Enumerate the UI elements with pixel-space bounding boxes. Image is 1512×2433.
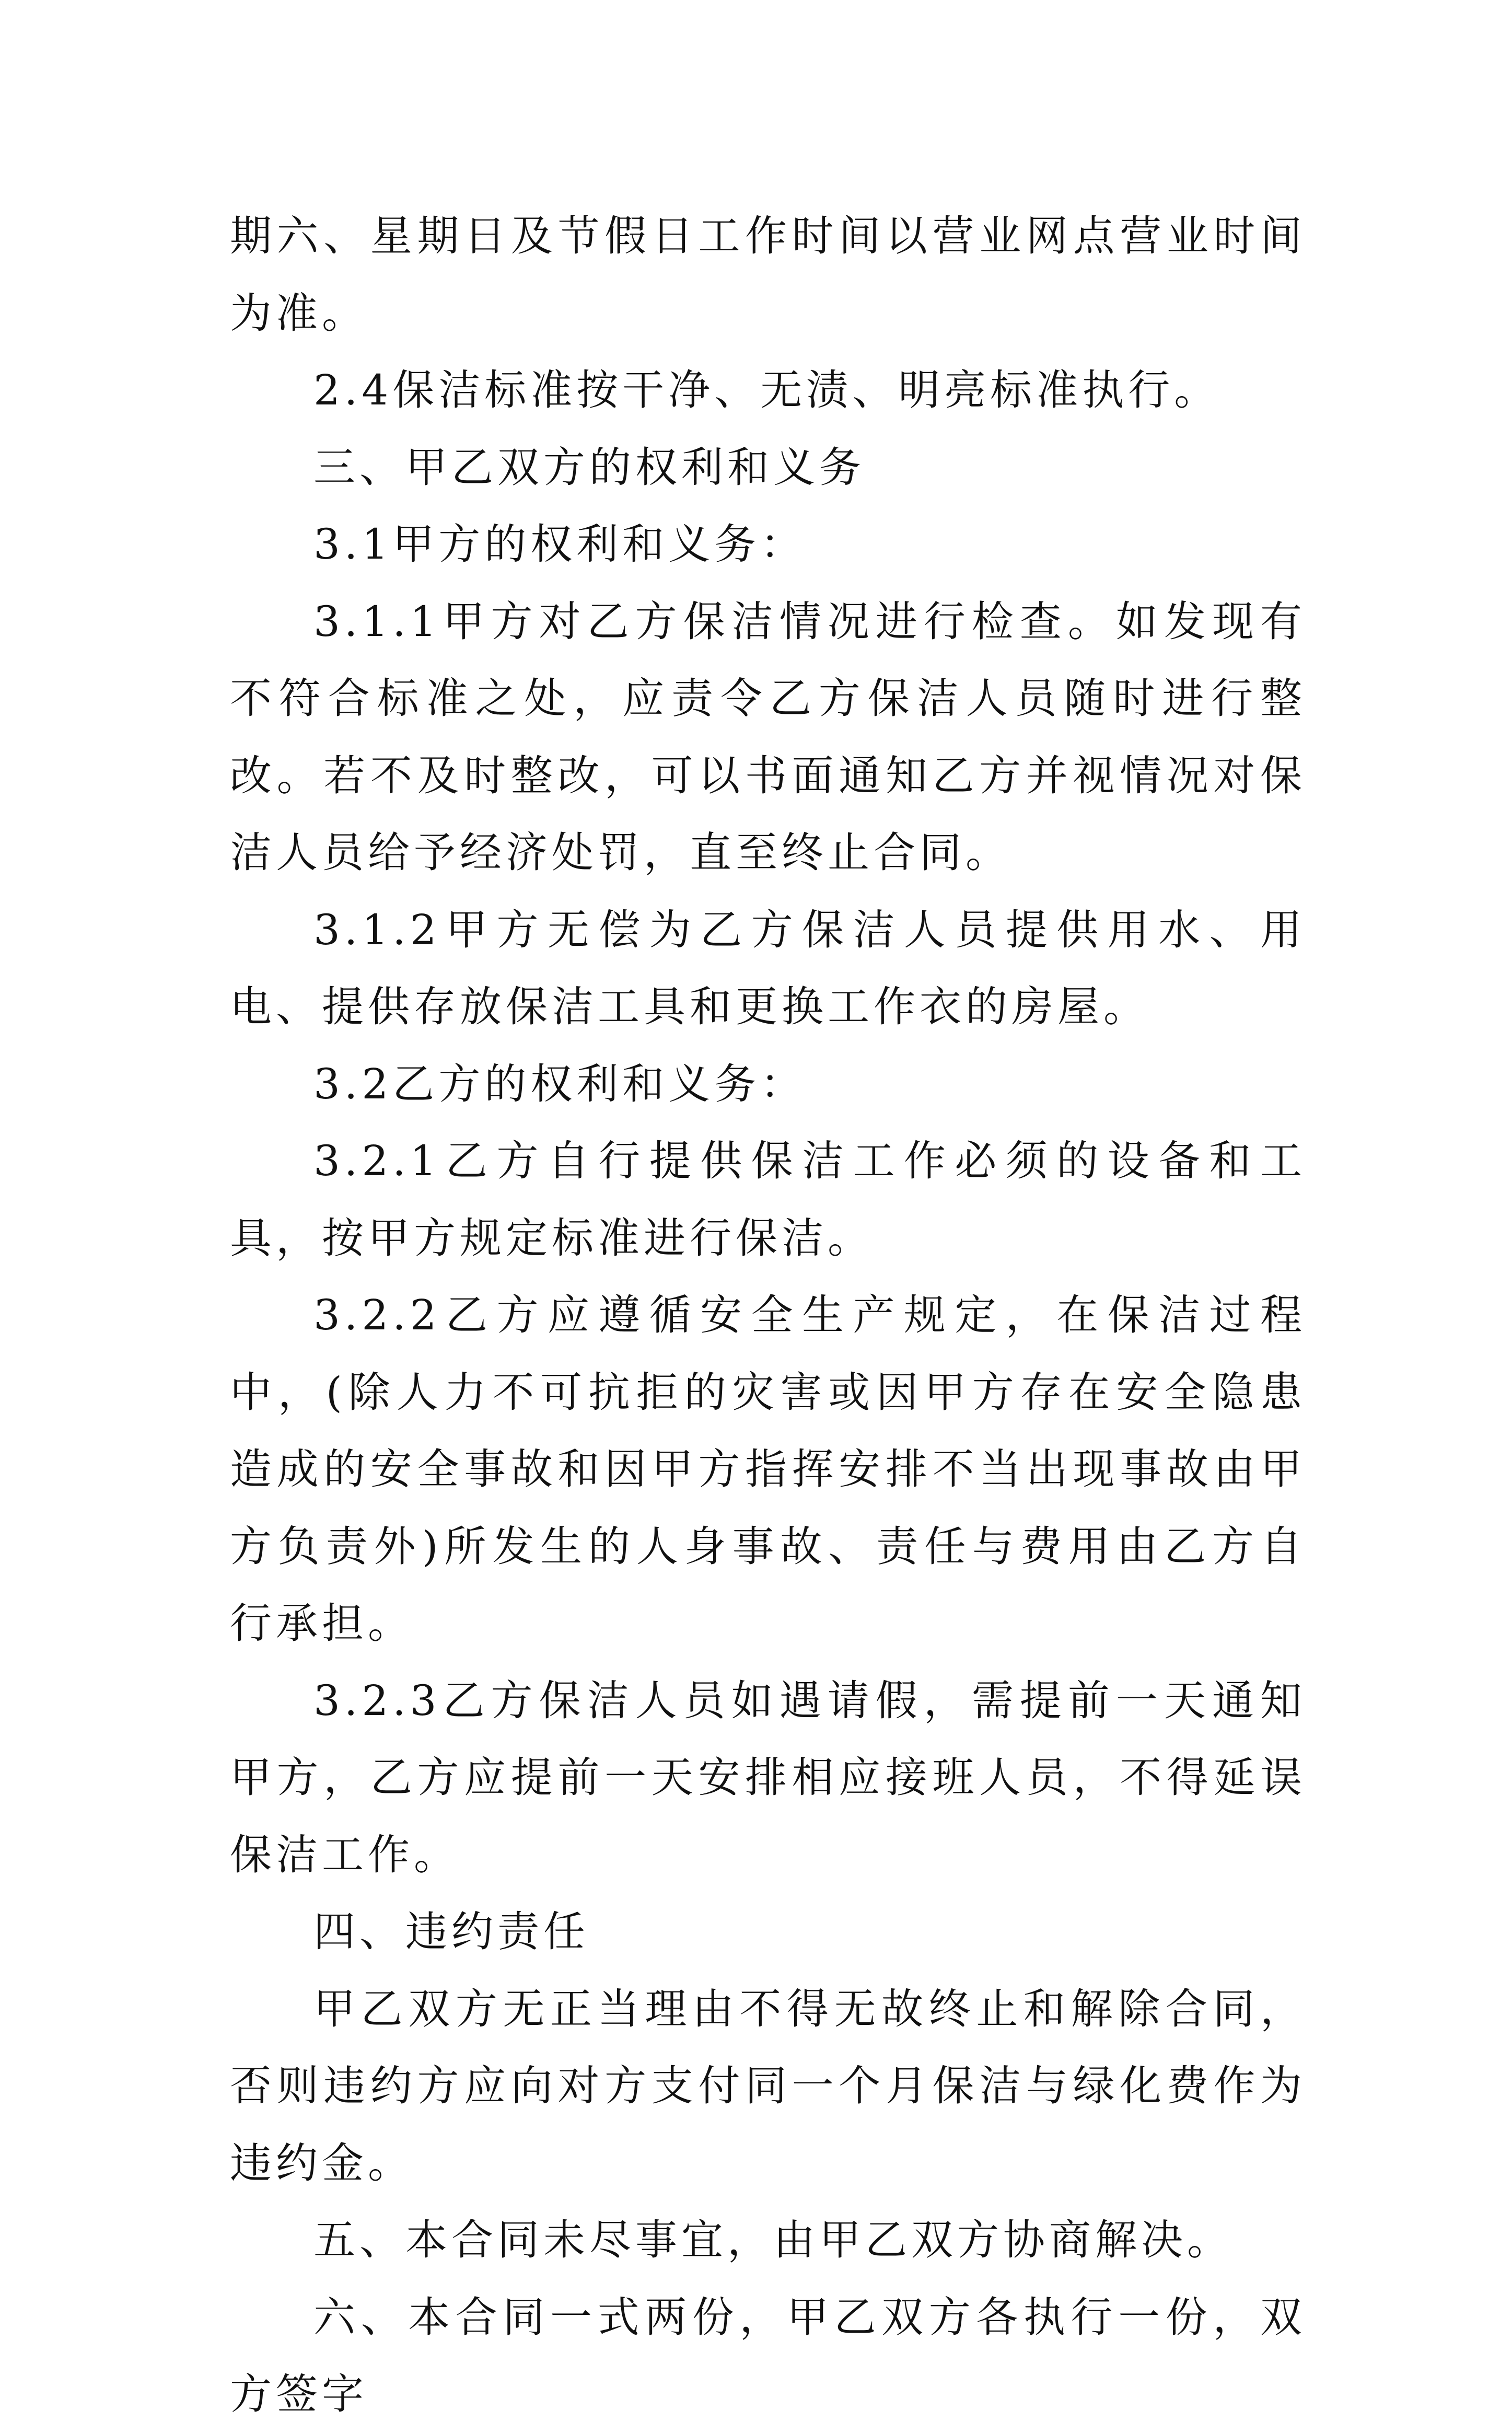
paragraph-cleaning-standard: 2.4保洁标准按干净、无渍、明亮标准执行。	[313, 366, 1220, 414]
document-body	[230, 198, 1306, 2433]
section-heading-breach: 四、违约责任	[313, 1907, 589, 1956]
subsection-heading-party-a: 3.1甲方的权利和义务：	[313, 520, 807, 569]
clause-3-2-1: 3.2.1乙方自行提供保洁工作必须的设备和工具，按甲方规定标准进行保洁。	[230, 1137, 1306, 1262]
section-heading-rights-obligations: 三、甲乙双方的权利和义务	[313, 443, 865, 492]
clause-3-1-1: 3.1.1甲方对乙方保洁情况进行检查。如发现有不符合标准之处，应责令乙方保洁人员随时进行整改。若不及时整改，可以书面通知乙方并视情况对保洁人员给予经济处罚，直至终止合同。	[230, 597, 1306, 877]
section-heading-unresolved-matters: 五、本合同未尽事宜，由甲乙双方协商解决。	[313, 2216, 1233, 2264]
clause-3-1-2: 3.1.2甲方无偿为乙方保洁人员提供用水、用电、提供存放保洁工具和更换工作衣的房屋。	[230, 905, 1306, 1031]
paragraph-work-hours-continued: 期六、星期日及节假日工作时间以营业网点营业时间为准。	[230, 212, 1306, 338]
paragraph-breach-liability: 甲乙双方无正当理由不得无故终止和解除合同，否则违约方应向对方支付同一个月保洁与绿化费作为违约金。	[230, 1984, 1306, 2187]
clause-3-2-3: 3.2.3乙方保洁人员如遇请假，需提前一天通知甲方，乙方应提前一天安排相应接班人员，不得延误保洁工作。	[230, 1676, 1306, 1879]
subsection-heading-party-b: 3.2乙方的权利和义务：	[313, 1059, 807, 1108]
section-heading-copies: 六、本合同一式两份，甲乙双方各执行一份，双方签字	[230, 2292, 1306, 2418]
clause-3-2-2: 3.2.2乙方应遵循安全生产规定，在保洁过程中，(除人力不可抗拒的灾害或因甲方存在安全隐患造成的安全事故和因甲方指挥安排不当出现事故由甲方负责外)所发生的人身事故、责任与费用由乙方自行承担。	[230, 1291, 1306, 1648]
